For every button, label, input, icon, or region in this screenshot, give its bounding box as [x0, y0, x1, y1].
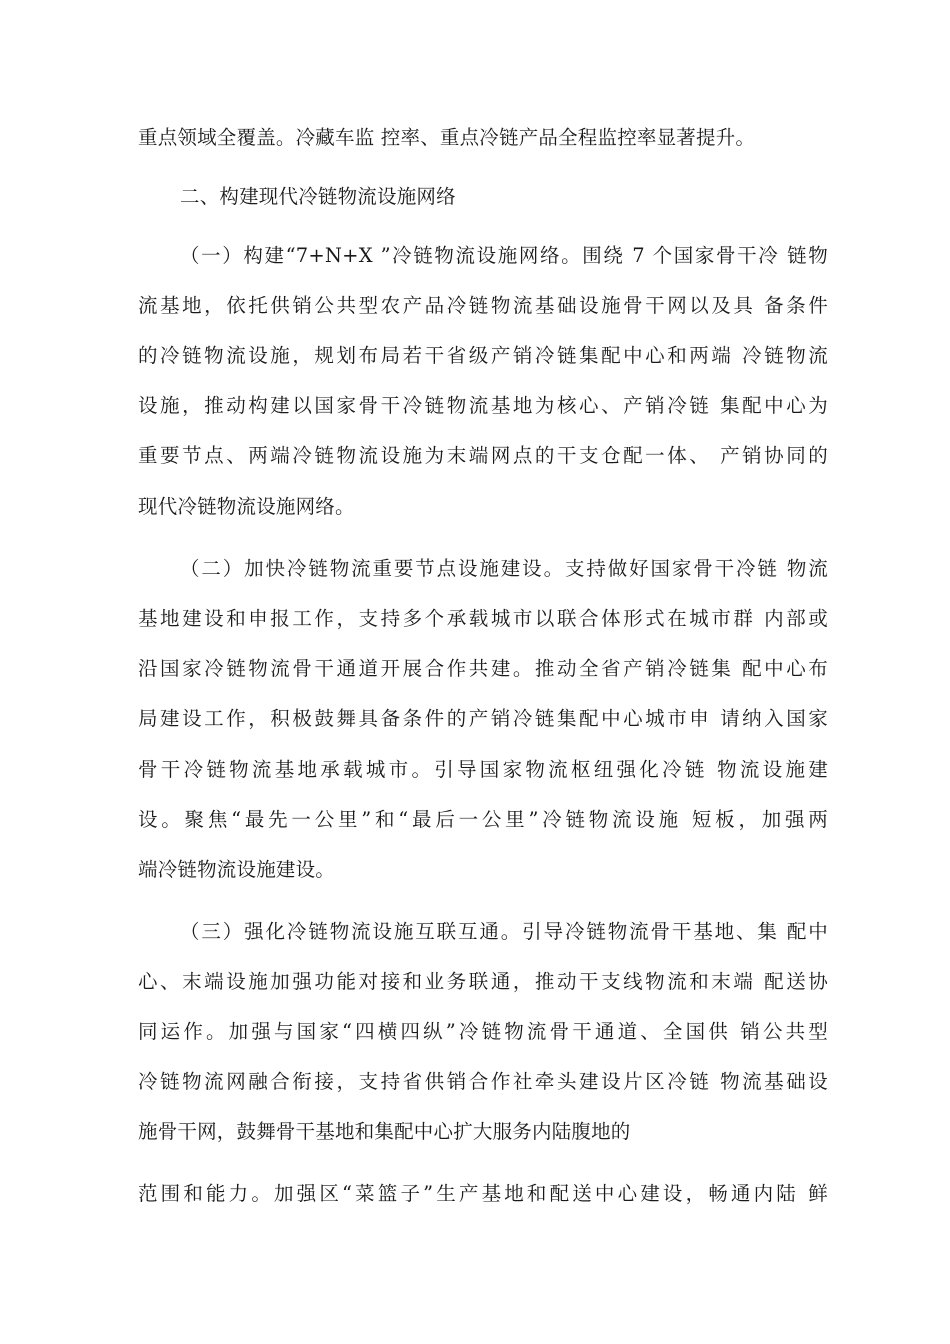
- paragraph-line: 局建设工作，积极鼓舞具备条件的产销冷链集配中心城市申 请纳入国家: [138, 707, 828, 730]
- paragraph-line: 骨干冷链物流基地承载城市。引导国家物流枢纽强化冷链 物流设施建: [138, 758, 828, 781]
- paragraph-line: 端冷链物流设施建设。: [138, 858, 336, 881]
- paragraph-line: 设施，推动构建以国家骨干冷链物流基地为核心、产销冷链 集配中心为: [138, 394, 828, 417]
- paragraph-line: 同运作。加强与国家“四横四纵”冷链物流骨干通道、全国供 销公共型: [138, 1020, 828, 1043]
- paragraph-line: （一）构建“7+N+X ”冷链物流设施网络。围绕 7 个国家骨干冷 链物: [180, 244, 828, 267]
- paragraph-line: （三）强化冷链物流设施互联互通。引导冷链物流骨干基地、集 配中: [180, 920, 828, 943]
- paragraph-line: 流基地，依托供销公共型农产品冷链物流基础设施骨干网以及具 备条件: [138, 294, 828, 317]
- paragraph-line: 基地建设和申报工作，支持多个承载城市以联合体形式在城市群 内部或: [138, 607, 828, 630]
- paragraph-line: 沿国家冷链物流骨干通道开展合作共建。推动全省产销冷链集 配中心布: [138, 657, 828, 680]
- paragraph-line: 设。聚焦“最先一公里”和“最后一公里”冷链物流设施 短板，加强两: [138, 808, 828, 831]
- section-heading: 二、构建现代冷链物流设施网络: [180, 185, 456, 208]
- paragraph-line: 现代冷链物流设施网络。: [138, 495, 355, 518]
- paragraph-line: 重要节点、两端冷链物流设施为末端网点的干支仓配一体、 产销协同的: [138, 444, 828, 467]
- paragraph-line: 的冷链物流设施，规划布局若干省级产销冷链集配中心和两端 冷链物流: [138, 344, 828, 367]
- paragraph-line: 范围和能力。加强区“菜篮子”生产基地和配送中心建设，畅通内陆 鲜: [138, 1182, 828, 1205]
- paragraph-line: 重点领域全覆盖。冷藏车监 控率、重点冷链产品全程监控率显著提升。: [138, 126, 756, 149]
- paragraph-line: 心、末端设施加强功能对接和业务联通，推动干支线物流和末端 配送协: [138, 970, 828, 993]
- paragraph-line: 冷链物流网融合衔接，支持省供销合作社牵头建设片区冷链 物流基础设: [138, 1070, 828, 1093]
- paragraph-line: 施骨干网，鼓舞骨干基地和集配中心扩大服务内陆腹地的: [138, 1120, 631, 1143]
- paragraph-line: （二）加快冷链物流重要节点设施建设。支持做好国家骨干冷链 物流: [180, 557, 828, 580]
